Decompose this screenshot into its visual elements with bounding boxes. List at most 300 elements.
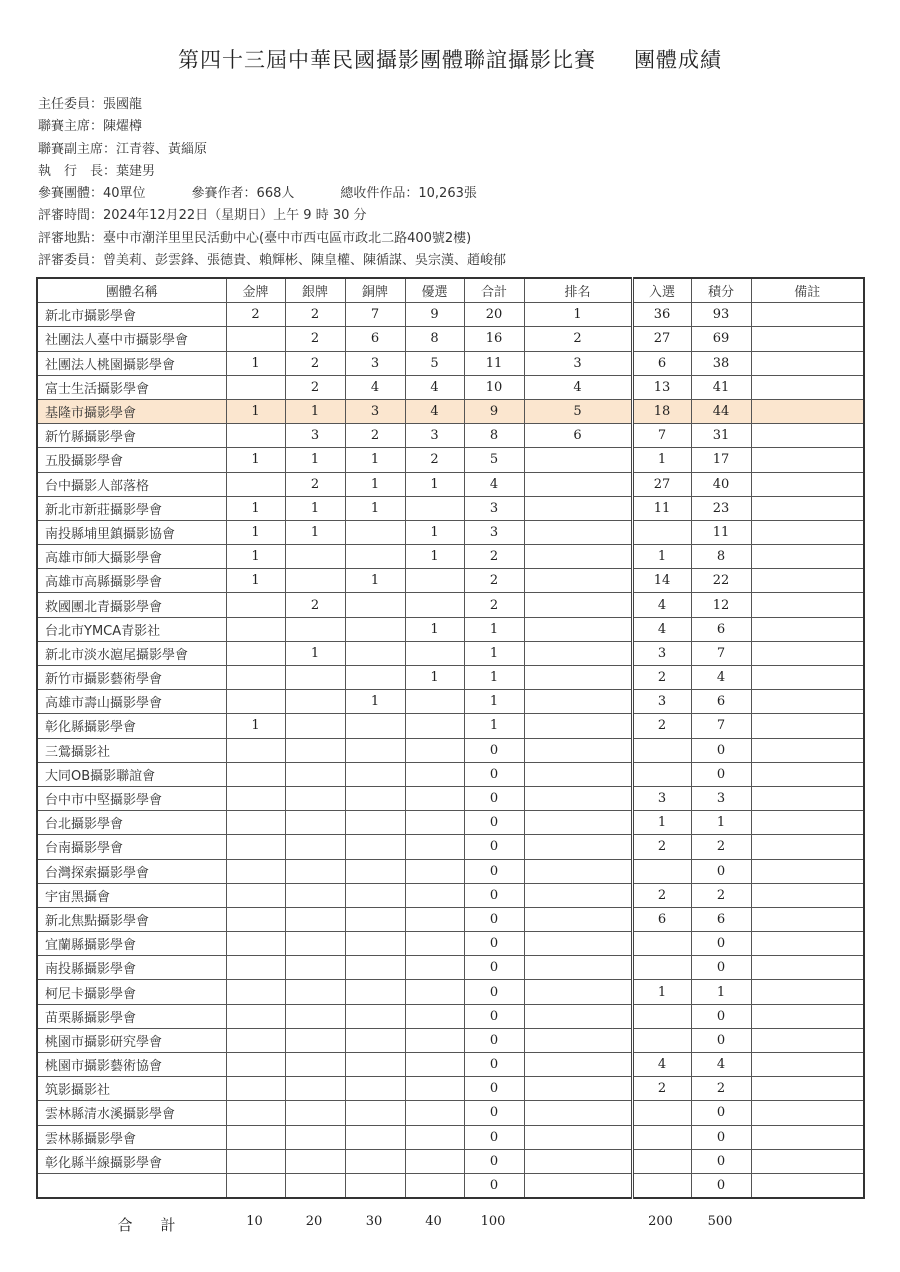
cell-score: 44: [691, 399, 751, 423]
cell-silver: 1: [285, 448, 345, 472]
cell-merit: [405, 811, 464, 835]
cell-selected: 27: [632, 327, 691, 351]
cell-sum: 3: [464, 496, 524, 520]
cell-merit: [405, 932, 464, 956]
cell-remarks: [751, 956, 864, 980]
totals-merit: 40: [425, 1214, 442, 1229]
cell-silver: [285, 1028, 345, 1052]
cell-sum: 0: [464, 907, 524, 931]
cell-selected: 3: [632, 641, 691, 665]
cell-remarks: [751, 375, 864, 399]
cell-silver: [285, 883, 345, 907]
cell-bronze: [345, 859, 405, 883]
cell-gold: [226, 956, 285, 980]
table-row: [37, 956, 864, 980]
cell-merit: 8: [405, 327, 464, 351]
info-teams: 參賽團體：40單位: [38, 186, 146, 202]
cell-merit: [405, 714, 464, 738]
table-row: [37, 303, 864, 327]
cell-team-name: 桃園市攝影藝術協會: [37, 1053, 226, 1077]
cell-selected: 2: [632, 835, 691, 859]
cell-silver: [285, 762, 345, 786]
cell-silver: [285, 569, 345, 593]
cell-selected: 18: [632, 399, 691, 423]
cell-selected: [632, 956, 691, 980]
cell-rank: [524, 569, 632, 593]
cell-silver: 1: [285, 496, 345, 520]
cell-rank: [524, 932, 632, 956]
cell-selected: [632, 1173, 691, 1198]
cell-selected: 3: [632, 690, 691, 714]
cell-bronze: 1: [345, 569, 405, 593]
cell-silver: [285, 666, 345, 690]
info-works: 總收件作品：10,263張: [340, 186, 477, 202]
cell-remarks: [751, 1053, 864, 1077]
cell-sum: 1: [464, 690, 524, 714]
info-block: [38, 94, 878, 272]
cell-bronze: 3: [345, 399, 405, 423]
cell-team-name: 新北焦點攝影學會: [37, 907, 226, 931]
cell-sum: 16: [464, 327, 524, 351]
results-body: [37, 303, 864, 1198]
cell-bronze: [345, 786, 405, 810]
table-row: [37, 496, 864, 520]
cell-rank: [524, 1101, 632, 1125]
table-row: [37, 424, 864, 448]
cell-score: 2: [691, 835, 751, 859]
cell-remarks: [751, 666, 864, 690]
table-row: [37, 811, 864, 835]
cell-selected: 2: [632, 714, 691, 738]
cell-remarks: [751, 883, 864, 907]
cell-selected: [632, 762, 691, 786]
cell-selected: 2: [632, 883, 691, 907]
cell-gold: 1: [226, 351, 285, 375]
cell-gold: [226, 738, 285, 762]
cell-rank: [524, 545, 632, 569]
cell-score: 23: [691, 496, 751, 520]
table-row: [37, 1149, 864, 1173]
cell-merit: [405, 1004, 464, 1028]
cell-merit: 2: [405, 448, 464, 472]
cell-sum: 0: [464, 786, 524, 810]
table-row: [37, 1028, 864, 1052]
cell-sum: 0: [464, 1125, 524, 1149]
cell-silver: [285, 690, 345, 714]
table-row: [37, 448, 864, 472]
cell-remarks: [751, 327, 864, 351]
cell-selected: 6: [632, 351, 691, 375]
cell-bronze: [345, 593, 405, 617]
cell-remarks: [751, 835, 864, 859]
cell-rank: [524, 786, 632, 810]
cell-rank: [524, 1077, 632, 1101]
cell-silver: 2: [285, 327, 345, 351]
cell-merit: 1: [405, 666, 464, 690]
cell-silver: [285, 835, 345, 859]
cell-gold: [226, 375, 285, 399]
cell-score: 0: [691, 956, 751, 980]
cell-silver: [285, 859, 345, 883]
cell-bronze: [345, 1149, 405, 1173]
cell-sum: 0: [464, 1004, 524, 1028]
info-authors: 參賽作者：668人: [191, 186, 295, 202]
cell-score: 22: [691, 569, 751, 593]
cell-gold: 1: [226, 496, 285, 520]
cell-team-name: 台中攝影人部落格: [37, 472, 226, 496]
cell-selected: 1: [632, 545, 691, 569]
cell-gold: [226, 641, 285, 665]
cell-remarks: [751, 1149, 864, 1173]
cell-silver: [285, 1004, 345, 1028]
cell-silver: 1: [285, 520, 345, 544]
header-sum: 合計: [464, 278, 524, 303]
info-exec: 執 行 長：葉建男: [38, 163, 156, 179]
cell-selected: [632, 1101, 691, 1125]
header-bronze: 銅牌: [345, 278, 405, 303]
cell-gold: 1: [226, 399, 285, 423]
cell-score: 0: [691, 738, 751, 762]
cell-bronze: [345, 1101, 405, 1125]
cell-bronze: [345, 932, 405, 956]
cell-selected: 1: [632, 980, 691, 1004]
cell-merit: [405, 1028, 464, 1052]
cell-merit: [405, 641, 464, 665]
table-row: [37, 666, 864, 690]
cell-remarks: [751, 448, 864, 472]
cell-team-name: 彰化縣半線攝影學會: [37, 1149, 226, 1173]
cell-sum: 1: [464, 617, 524, 641]
cell-bronze: [345, 714, 405, 738]
cell-bronze: [345, 545, 405, 569]
table-row: [37, 1053, 864, 1077]
cell-silver: 2: [285, 593, 345, 617]
cell-team-name: 南投縣攝影學會: [37, 956, 226, 980]
cell-score: 38: [691, 351, 751, 375]
cell-team-name: 大同OB攝影聯誼會: [37, 762, 226, 786]
cell-silver: 3: [285, 424, 345, 448]
cell-score: 7: [691, 714, 751, 738]
cell-selected: 4: [632, 617, 691, 641]
cell-rank: [524, 1053, 632, 1077]
header-gold: 金牌: [226, 278, 285, 303]
info-league-chair: 聯賽主席：陳燿樽: [38, 119, 143, 135]
cell-merit: [405, 1053, 464, 1077]
cell-rank: [524, 1149, 632, 1173]
totals-bronze: 30: [365, 1214, 383, 1229]
cell-merit: [405, 980, 464, 1004]
cell-sum: 0: [464, 1149, 524, 1173]
cell-remarks: [751, 907, 864, 931]
cell-rank: [524, 738, 632, 762]
cell-score: 93: [691, 303, 751, 327]
cell-rank: [524, 1173, 632, 1198]
cell-team-name: 台南攝影學會: [37, 835, 226, 859]
cell-sum: 20: [464, 303, 524, 327]
cell-team-name: 桃園市攝影研究學會: [37, 1028, 226, 1052]
cell-remarks: [751, 641, 864, 665]
cell-rank: 6: [524, 424, 632, 448]
cell-gold: 1: [226, 569, 285, 593]
cell-bronze: [345, 666, 405, 690]
cell-team-name: 富士生活攝影學會: [37, 375, 226, 399]
cell-score: 2: [691, 883, 751, 907]
cell-silver: [285, 956, 345, 980]
cell-bronze: [345, 762, 405, 786]
cell-gold: [226, 617, 285, 641]
cell-team-name: 社團法人桃園攝影學會: [37, 351, 226, 375]
cell-bronze: [345, 738, 405, 762]
cell-score: 7: [691, 641, 751, 665]
table-row: [37, 399, 864, 423]
table-row: [37, 545, 864, 569]
cell-bronze: [345, 1173, 405, 1198]
cell-sum: 3: [464, 520, 524, 544]
cell-silver: [285, 1077, 345, 1101]
table-row: [37, 738, 864, 762]
cell-team-name: 五股攝影學會: [37, 448, 226, 472]
cell-rank: [524, 593, 632, 617]
cell-team-name: 高雄市師大攝影學會: [37, 545, 226, 569]
cell-selected: 14: [632, 569, 691, 593]
cell-remarks: [751, 762, 864, 786]
cell-silver: [285, 617, 345, 641]
cell-selected: 4: [632, 593, 691, 617]
cell-score: 0: [691, 1125, 751, 1149]
cell-score: 3: [691, 786, 751, 810]
cell-selected: [632, 1028, 691, 1052]
cell-team-name: 救國團北青攝影學會: [37, 593, 226, 617]
header-selected: 入選: [632, 278, 691, 303]
totals-gold: 10: [246, 1214, 263, 1229]
cell-gold: 1: [226, 714, 285, 738]
title-text: 第四十三屆中華民國攝影團體聯誼攝影比賽: [178, 48, 596, 72]
cell-sum: 10: [464, 375, 524, 399]
cell-merit: 1: [405, 617, 464, 641]
cell-score: 2: [691, 1077, 751, 1101]
header-silver: 銀牌: [285, 278, 345, 303]
cell-rank: 5: [524, 399, 632, 423]
info-league-vice: 聯賽副主席：江青蓉、黃緇原: [38, 141, 208, 157]
cell-remarks: [751, 859, 864, 883]
cell-merit: [405, 738, 464, 762]
cell-bronze: 1: [345, 472, 405, 496]
cell-merit: 4: [405, 399, 464, 423]
cell-rank: 1: [524, 303, 632, 327]
cell-silver: [285, 786, 345, 810]
table-row: [37, 520, 864, 544]
cell-merit: [405, 883, 464, 907]
cell-silver: [285, 811, 345, 835]
cell-bronze: 1: [345, 690, 405, 714]
cell-silver: [285, 907, 345, 931]
cell-remarks: [751, 1101, 864, 1125]
subtitle-text: 團體成績: [634, 48, 722, 72]
cell-selected: [632, 1004, 691, 1028]
header-remarks: 備註: [751, 278, 864, 303]
cell-gold: [226, 327, 285, 351]
cell-team-name: 高雄市壽山攝影學會: [37, 690, 226, 714]
cell-silver: [285, 980, 345, 1004]
cell-merit: 5: [405, 351, 464, 375]
cell-merit: [405, 835, 464, 859]
header-merit: 優選: [405, 278, 464, 303]
cell-gold: [226, 883, 285, 907]
info-place: 評審地點：臺中市潮洋里里民活動中心(臺中市西屯區市政北二路400號2樓): [38, 230, 472, 246]
cell-merit: [405, 956, 464, 980]
cell-silver: 1: [285, 641, 345, 665]
cell-selected: 4: [632, 1053, 691, 1077]
cell-gold: [226, 1173, 285, 1198]
cell-remarks: [751, 424, 864, 448]
table-row: [37, 569, 864, 593]
cell-sum: 0: [464, 1101, 524, 1125]
cell-sum: 0: [464, 956, 524, 980]
cell-selected: 27: [632, 472, 691, 496]
cell-score: 0: [691, 1004, 751, 1028]
cell-gold: [226, 690, 285, 714]
cell-sum: 0: [464, 762, 524, 786]
cell-merit: [405, 859, 464, 883]
cell-sum: 0: [464, 980, 524, 1004]
cell-score: 6: [691, 907, 751, 931]
cell-score: 6: [691, 617, 751, 641]
cell-score: 6: [691, 690, 751, 714]
cell-rank: [524, 496, 632, 520]
table-row: [37, 786, 864, 810]
cell-silver: 1: [285, 399, 345, 423]
cell-remarks: [751, 399, 864, 423]
cell-bronze: [345, 617, 405, 641]
cell-gold: [226, 859, 285, 883]
cell-selected: 2: [632, 1077, 691, 1101]
cell-remarks: [751, 520, 864, 544]
cell-team-name: 宜蘭縣攝影學會: [37, 932, 226, 956]
cell-sum: 8: [464, 424, 524, 448]
cell-gold: [226, 786, 285, 810]
cell-gold: 1: [226, 448, 285, 472]
cell-merit: [405, 907, 464, 931]
cell-rank: [524, 1004, 632, 1028]
totals-silver: 20: [305, 1214, 323, 1229]
cell-sum: 0: [464, 1053, 524, 1077]
cell-silver: [285, 932, 345, 956]
cell-selected: [632, 738, 691, 762]
info-judges: 評審委員：曾美莉、彭雲鋒、張德貴、賴輝彬、陳皇權、陳循謀、吳宗漢、趙峻郁: [38, 253, 507, 269]
cell-rank: 2: [524, 327, 632, 351]
cell-merit: [405, 1077, 464, 1101]
cell-sum: 0: [464, 1173, 524, 1198]
cell-remarks: [751, 545, 864, 569]
cell-bronze: [345, 811, 405, 835]
cell-remarks: [751, 980, 864, 1004]
cell-sum: 9: [464, 399, 524, 423]
cell-team-name: 新竹縣攝影學會: [37, 424, 226, 448]
table-row: [37, 714, 864, 738]
table-row: [37, 690, 864, 714]
cell-merit: 1: [405, 520, 464, 544]
cell-silver: 2: [285, 303, 345, 327]
cell-bronze: 3: [345, 351, 405, 375]
table-row: [37, 762, 864, 786]
cell-merit: [405, 593, 464, 617]
cell-merit: [405, 1101, 464, 1125]
cell-rank: [524, 762, 632, 786]
cell-gold: [226, 472, 285, 496]
cell-bronze: 7: [345, 303, 405, 327]
cell-selected: 6: [632, 907, 691, 931]
info-stats: [38, 183, 878, 205]
cell-team-name: 彰化縣攝影學會: [37, 714, 226, 738]
cell-sum: 4: [464, 472, 524, 496]
cell-rank: [524, 520, 632, 544]
cell-selected: 11: [632, 496, 691, 520]
cell-score: 17: [691, 448, 751, 472]
cell-score: 40: [691, 472, 751, 496]
cell-silver: [285, 1125, 345, 1149]
cell-bronze: 2: [345, 424, 405, 448]
cell-silver: [285, 738, 345, 762]
cell-rank: [524, 617, 632, 641]
cell-selected: 3: [632, 786, 691, 810]
cell-merit: [405, 569, 464, 593]
cell-remarks: [751, 738, 864, 762]
cell-rank: [524, 980, 632, 1004]
cell-bronze: [345, 1125, 405, 1149]
header-rank: 排名: [524, 278, 632, 303]
cell-remarks: [751, 1173, 864, 1198]
cell-sum: 0: [464, 811, 524, 835]
cell-sum: 2: [464, 545, 524, 569]
cell-merit: 3: [405, 424, 464, 448]
table-row: [37, 1125, 864, 1149]
cell-gold: [226, 835, 285, 859]
header-score: 積分: [691, 278, 751, 303]
cell-remarks: [751, 569, 864, 593]
cell-remarks: [751, 303, 864, 327]
cell-sum: 2: [464, 593, 524, 617]
cell-team-name: 雲林縣攝影學會: [37, 1125, 226, 1149]
cell-score: 0: [691, 1173, 751, 1198]
totals-sum: 100: [480, 1214, 506, 1229]
cell-team-name: 筑影攝影社: [37, 1077, 226, 1101]
cell-team-name: 台灣探索攝影學會: [37, 859, 226, 883]
cell-remarks: [751, 690, 864, 714]
cell-bronze: [345, 1053, 405, 1077]
cell-selected: 2: [632, 666, 691, 690]
cell-team-name: 台北市YMCA青影社: [37, 617, 226, 641]
cell-merit: [405, 1173, 464, 1198]
cell-silver: 2: [285, 375, 345, 399]
cell-remarks: [751, 472, 864, 496]
table-row: [37, 1077, 864, 1101]
cell-gold: [226, 1077, 285, 1101]
cell-rank: [524, 883, 632, 907]
cell-gold: [226, 811, 285, 835]
cell-score: 69: [691, 327, 751, 351]
table-row: [37, 980, 864, 1004]
cell-team-name: 苗栗縣攝影學會: [37, 1004, 226, 1028]
cell-sum: 0: [464, 835, 524, 859]
cell-team-name: 新北市攝影學會: [37, 303, 226, 327]
cell-sum: 0: [464, 932, 524, 956]
cell-gold: [226, 1004, 285, 1028]
cell-bronze: [345, 835, 405, 859]
cell-team-name: 台北攝影學會: [37, 811, 226, 835]
cell-sum: 0: [464, 738, 524, 762]
cell-team-name: 基隆市攝影學會: [37, 399, 226, 423]
cell-gold: [226, 593, 285, 617]
